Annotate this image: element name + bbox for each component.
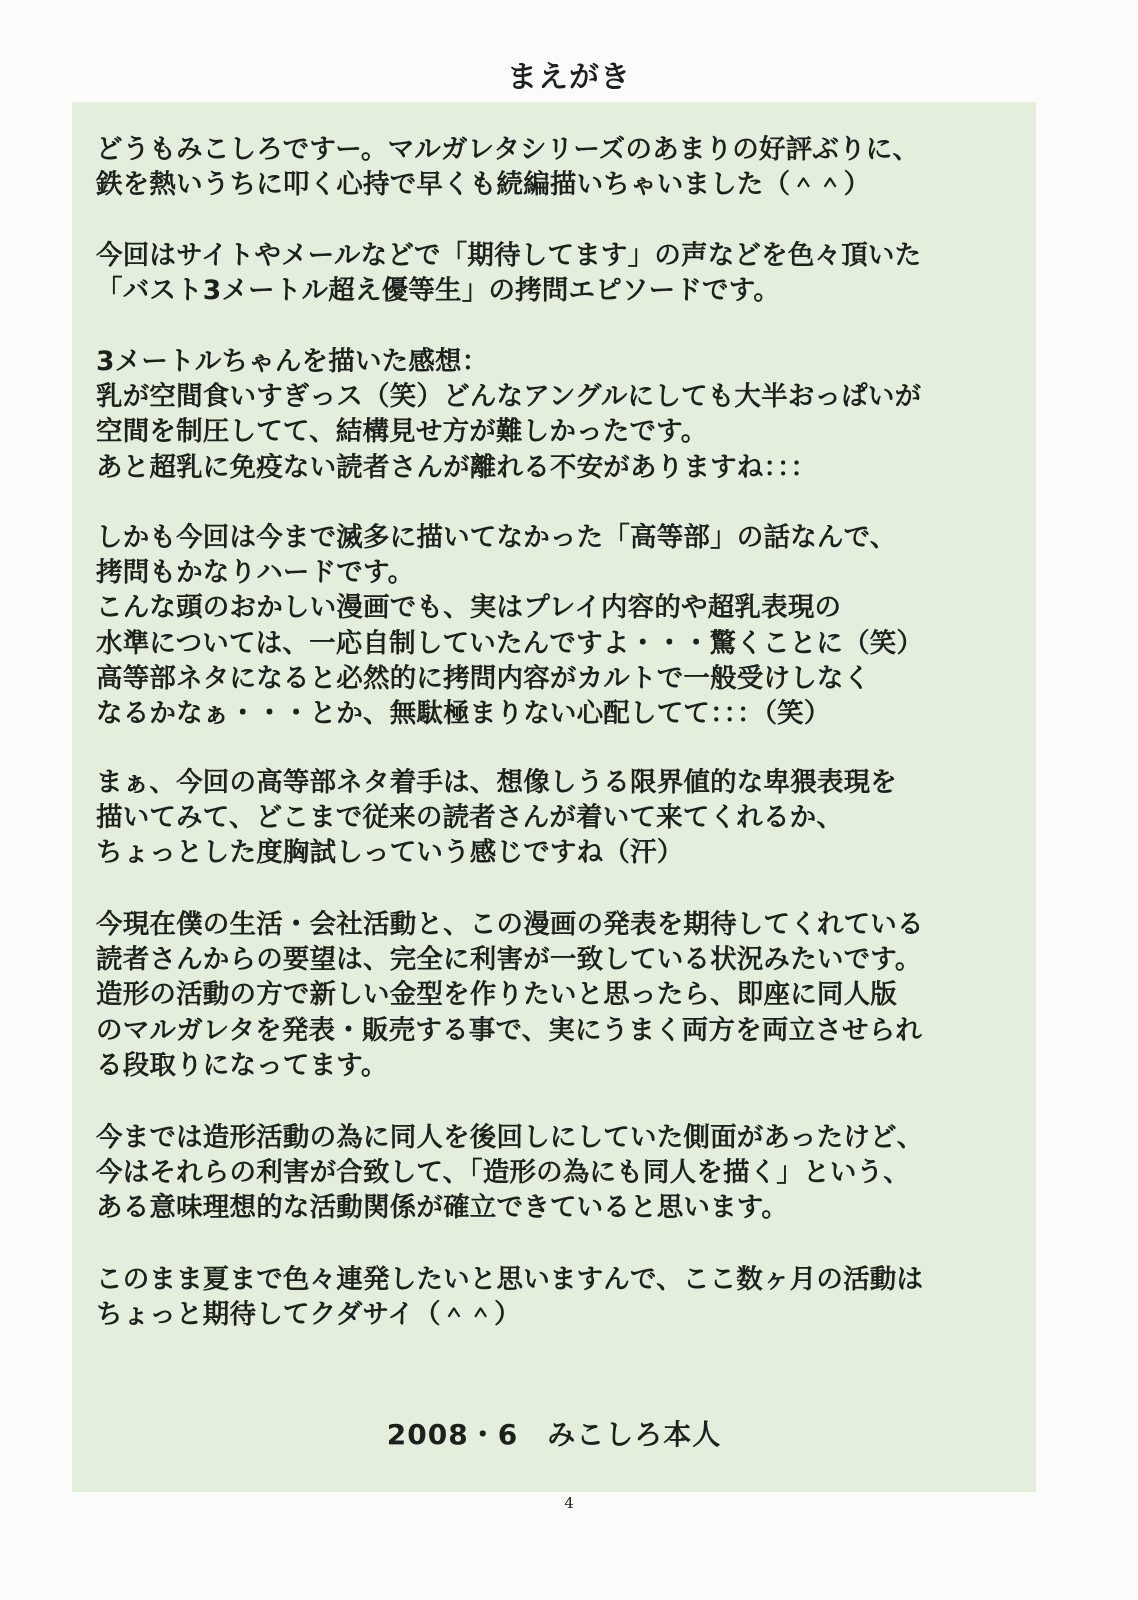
text-line: 今までは造形活動の為に同人を後回しにしていた側面があったけど、 (96, 1122, 924, 1153)
text-line: 3メートルちゃんを描いた感想： (96, 346, 489, 377)
paragraph (96, 344, 1026, 485)
text-line: ちょっとした度胸試しっていう感じですね（汗） (96, 837, 684, 869)
text-line: どうもみこしろですー。マルガレタシリーズのあまりの好評ぶりに、 (96, 134, 920, 165)
paragraph (96, 765, 1026, 871)
paragraph (96, 1262, 1026, 1332)
signature: 2008・6 みこしろ本人 (386, 1418, 722, 1451)
text-line: 「バスト3メートル超え優等生」の拷問エピソードです。 (96, 275, 781, 307)
text-line: 乳が空間食いすぎっス（笑）どんなアングルにしても大半おっぱいが (96, 381, 922, 413)
paragraph (96, 1120, 1026, 1226)
paragraph (96, 907, 1026, 1083)
text-line: 水準については、一応自制していたんですよ・・・驚くことに（笑） (96, 627, 924, 659)
paragraph (96, 520, 1026, 731)
page-number: 4 (564, 1494, 574, 1512)
content-box (72, 102, 1036, 1492)
text-line: のマルガレタを発表・販売する事で、実にうまく両方を両立させられ (96, 1014, 923, 1046)
text-line: 空間を制圧してて、結構見せ方が難しかったです。 (96, 416, 708, 448)
paragraph (96, 132, 1026, 202)
text-line: る段取りになってます。 (96, 1049, 388, 1081)
text-line: こんな頭のおかしい漫画でも、実はプレイ内容的や超乳表現の (96, 592, 842, 624)
text-line: 高等部ネタになると必然的に拷問内容がカルトで一般受けしなく (96, 662, 871, 694)
text-line: 鉄を熱いうちに叩く心持で早くも続編描いちゃいました（＾＾） (96, 169, 871, 201)
text-line: 今回はサイトやメールなどで「期待してます」の声などを色々頂いた (96, 240, 922, 271)
text-line: 今はそれらの利害が合致して、「造形の為にも同人を描く」という、 (96, 1157, 910, 1189)
paragraph (96, 238, 1026, 308)
text-line: まぁ、今回の高等部ネタ着手は、想像しうる限界値的な卑猥表現を (96, 767, 897, 798)
text-line: 描いてみて、どこまで従来の読者さんが着いて来てくれるか、 (96, 802, 844, 834)
text-line: 今現在僕の生活・会社活動と、この漫画の発表を期待してくれている (96, 909, 924, 940)
text-line: なるかなぁ・・・とか、無駄極まりない心配してて：：：（笑） (96, 698, 831, 730)
text-line: このまま夏まで色々連発したいと思いますんで、ここ数ヶ月の活動は (96, 1264, 924, 1295)
text-line: しかも今回は今まで滅多に描いてなかった「高等部」の話なんで、 (96, 522, 897, 553)
text-line: あと超乳に免疫ない読者さんが離れる不安がありますね：：： (96, 451, 818, 483)
text-line: ちょっと期待してクダサイ（＾＾） (96, 1299, 521, 1331)
text-line: 読者さんからの要望は、完全に利害が一致している状況みたいです。 (96, 944, 922, 976)
page-title: まえがき (507, 60, 631, 95)
text-line: 拷問もかなりハードです。 (96, 557, 415, 589)
text-line: 造形の活動の方で新しい金型を作りたいと思ったら、即座に同人版 (96, 979, 897, 1011)
text-line: ある意味理想的な活動関係が確立できていると思います。 (96, 1192, 789, 1224)
